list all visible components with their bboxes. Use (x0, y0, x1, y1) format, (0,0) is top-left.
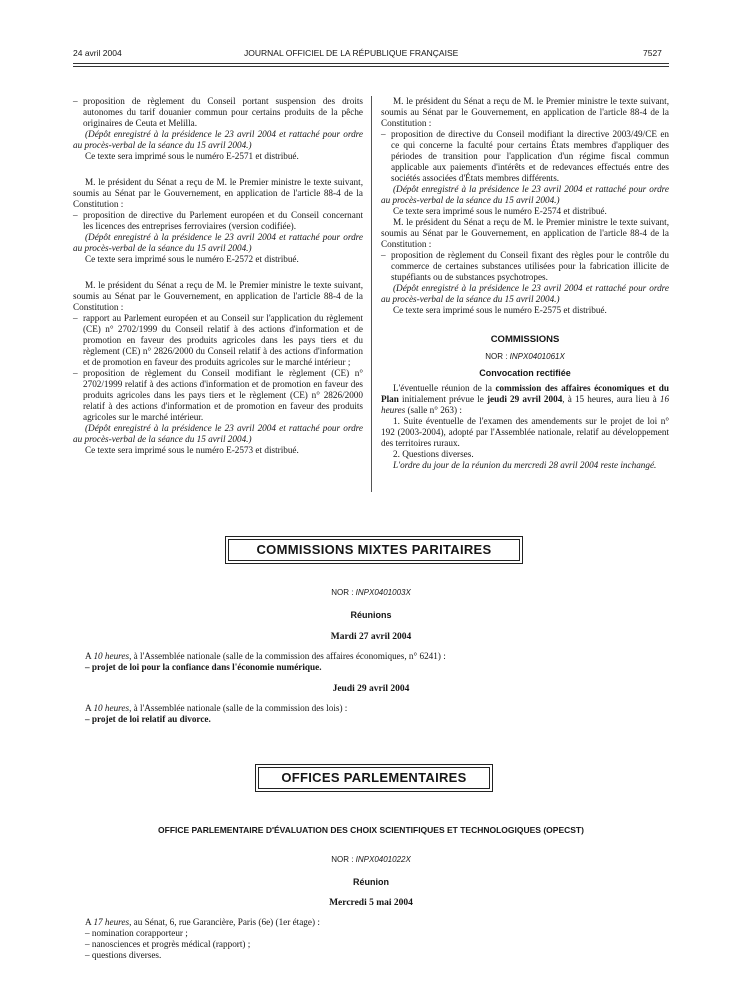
page-date: 24 avril 2004 (73, 48, 122, 58)
agenda-point: 1. Suite éventuelle de l'examen des amendements sur le projet de loi n° 192 (2003-2004), adopté par l'Assemblée nationale, relatif au développement des territoires ruraux. (381, 416, 669, 448)
column-divider (371, 96, 372, 492)
depot-note: (Dépôt enregistré à la présidence le 23 avril 2004 et rattaché pour ordre au procès-verbal de la séance du 15 avril 2004.) (381, 283, 669, 304)
intro-paragraph: M. le président du Sénat a reçu de M. le Premier ministre le texte suivant, soumis au Sénat par le Gouvernement, en application de l'article 88-4 de la Constitution : (381, 217, 669, 249)
intro-paragraph: M. le président du Sénat a reçu de M. le Premier ministre le texte suivant, soumis au Sénat par le Gouvernement, en application de l'article 88-4 de la Constitution : (381, 96, 669, 128)
list-item: – proposition de règlement du Conseil modifiant le règlement (CE) n° 2702/1999 relatif à des actions d'information et de promotion en faveur des produits agricoles dans les pays tiers et le règlement (CE) n° 2826/2000 relatif à des actions d'information et de promotion en faveur des produits agricoles sur le marché intérieur. (73, 368, 363, 422)
agenda-point: 2. Questions diverses. (393, 449, 474, 459)
bill-title: – projet de loi pour la confiance dans l'économie numérique. (85, 662, 322, 672)
cmp-banner: COMMISSIONS MIXTES PARITAIRES (225, 536, 523, 564)
reunions-heading: Réunions (350, 610, 392, 620)
left-column (73, 96, 363, 456)
convocation-title: Convocation rectifiée (479, 368, 571, 378)
convocation-paragraph: L'éventuelle réunion de la commission des affaires économiques et du Plan initialement prévue le jeudi 29 avril 2004, à 15 heures, aura lieu à 16 heures (salle n° 263) : (381, 383, 670, 415)
list-item: – nomination corapporteur ; (85, 928, 188, 938)
depot-note: (Dépôt enregistré à la présidence le 23 avril 2004 et rattaché pour ordre au procès-verbal de la séance du 15 avril 2004.) (73, 232, 363, 253)
print-note: Ce texte sera imprimé sous le numéro E-2574 et distribué. (393, 206, 607, 216)
bill-title: – projet de loi relatif au divorce. (85, 714, 211, 724)
commissions-heading: COMMISSIONS (490, 334, 560, 345)
reunion-heading: Réunion (353, 877, 389, 887)
list-item: – proposition de règlement du Conseil portant suspension des droits autonomes du tarif douanier commun pour certains produits de la pêche originaires de Ceuta et Melilla. (73, 96, 363, 128)
list-item: – proposition de règlement du Conseil fixant des règles pour le contrôle du commerce de certaines substances utilisées pour la fabrication illicite de stupéfiants ou de substances psychotropes. (381, 250, 669, 282)
meeting-details: A 10 heures, à l'Assemblée nationale (salle de la commission des affaires économiques, n° 6241) : – projet de loi pour la confiance dans l'économie numérique. (85, 651, 669, 673)
header-rule-2 (73, 66, 669, 67)
print-note: Ce texte sera imprimé sous le numéro E-2572 et distribué. (85, 254, 299, 264)
nor-reference: NOR : INPX0401022X (331, 855, 411, 864)
meeting-details: A 10 heures, à l'Assemblée nationale (salle de la commission des lois) : – projet de loi relatif au divorce. (85, 703, 669, 725)
nor-reference: NOR : INPX0401061X (485, 352, 565, 361)
intro-paragraph: M. le président du Sénat a reçu de M. le Premier ministre le texte suivant, soumis au Sénat par le Gouvernement, en application de l'article 88-4 de la Constitution : (73, 177, 363, 209)
header-rule (73, 63, 669, 64)
depot-note: (Dépôt enregistré à la présidence le 23 avril 2004 et rattaché pour ordre au procès-verbal de la séance du 15 avril 2004.) (381, 184, 669, 205)
intro-paragraph: M. le président du Sénat a reçu de M. le Premier ministre le texte suivant, soumis au Sénat par le Gouvernement, en application de l'article 88-4 de la Constitution : (73, 280, 363, 312)
list-item: – proposition de directive du Conseil modifiant la directive 2003/49/CE en ce qui concerne la faculté pour certains États membres d'appliquer des périodes de transition pour l'application d'un régime fiscal commun applicable aux paiements d'intérêts et de redevances effectués entre des sociétés associées d'États membres différents. (381, 129, 669, 183)
page-number: 7527 (643, 48, 662, 58)
office-heading: OFFICE PARLEMENTAIRE D'ÉVALUATION DES CHOIX SCIENTIFIQUES ET TECHNOLOGIQUES (OPECST) (158, 825, 584, 835)
offices-banner: OFFICES PARLEMENTAIRES (255, 764, 493, 792)
meeting-date: Jeudi 29 avril 2004 (332, 684, 410, 694)
order-note: L'ordre du jour de la réunion du mercredi 28 avril 2004 reste inchangé. (393, 460, 657, 470)
list-item: – proposition de directive du Parlement européen et du Conseil concernant les licences des entreprises ferroviaires (version codifiée). (73, 210, 363, 231)
list-item: – rapport au Parlement européen et au Conseil sur l'application du règlement (CE) n° 2702/1999 du Conseil relatif à des actions d'information et de promotion en faveur des produits agricoles dans les pays tiers et du règlement (CE) n° 2826/2000 du Conseil relatif à des actions d'information et de promotion en faveur des produits agricoles sur le marché intérieur ; (73, 313, 363, 367)
meeting-details: A 17 heures, au Sénat, 6, rue Garancière, Paris (6e) (1er étage) : – nomination corapporteur ; – nanosciences et progrès médical (rapport) ; – questions diverses. (85, 917, 669, 961)
print-note: Ce texte sera imprimé sous le numéro E-2571 et distribué. (85, 151, 299, 161)
journal-title: JOURNAL OFFICIEL DE LA RÉPUBLIQUE FRANÇAISE (244, 48, 459, 58)
list-item: – nanosciences et progrès médical (rapport) ; (85, 939, 251, 949)
depot-note: (Dépôt enregistré à la présidence le 23 avril 2004 et rattaché pour ordre au procès-verbal de la séance du 15 avril 2004.) (73, 423, 363, 444)
print-note: Ce texte sera imprimé sous le numéro E-2573 et distribué. (85, 445, 299, 455)
depot-note: (Dépôt enregistré à la présidence le 23 avril 2004 et rattaché pour ordre au procès-verbal de la séance du 15 avril 2004.) (73, 129, 363, 150)
meeting-date: Mardi 27 avril 2004 (330, 632, 412, 642)
meeting-date: Mercredi 5 mai 2004 (329, 898, 413, 908)
nor-reference: NOR : INPX0401003X (331, 588, 411, 597)
list-item: – questions diverses. (85, 950, 162, 960)
right-column (381, 96, 669, 471)
print-note: Ce texte sera imprimé sous le numéro E-2575 et distribué. (393, 305, 607, 315)
